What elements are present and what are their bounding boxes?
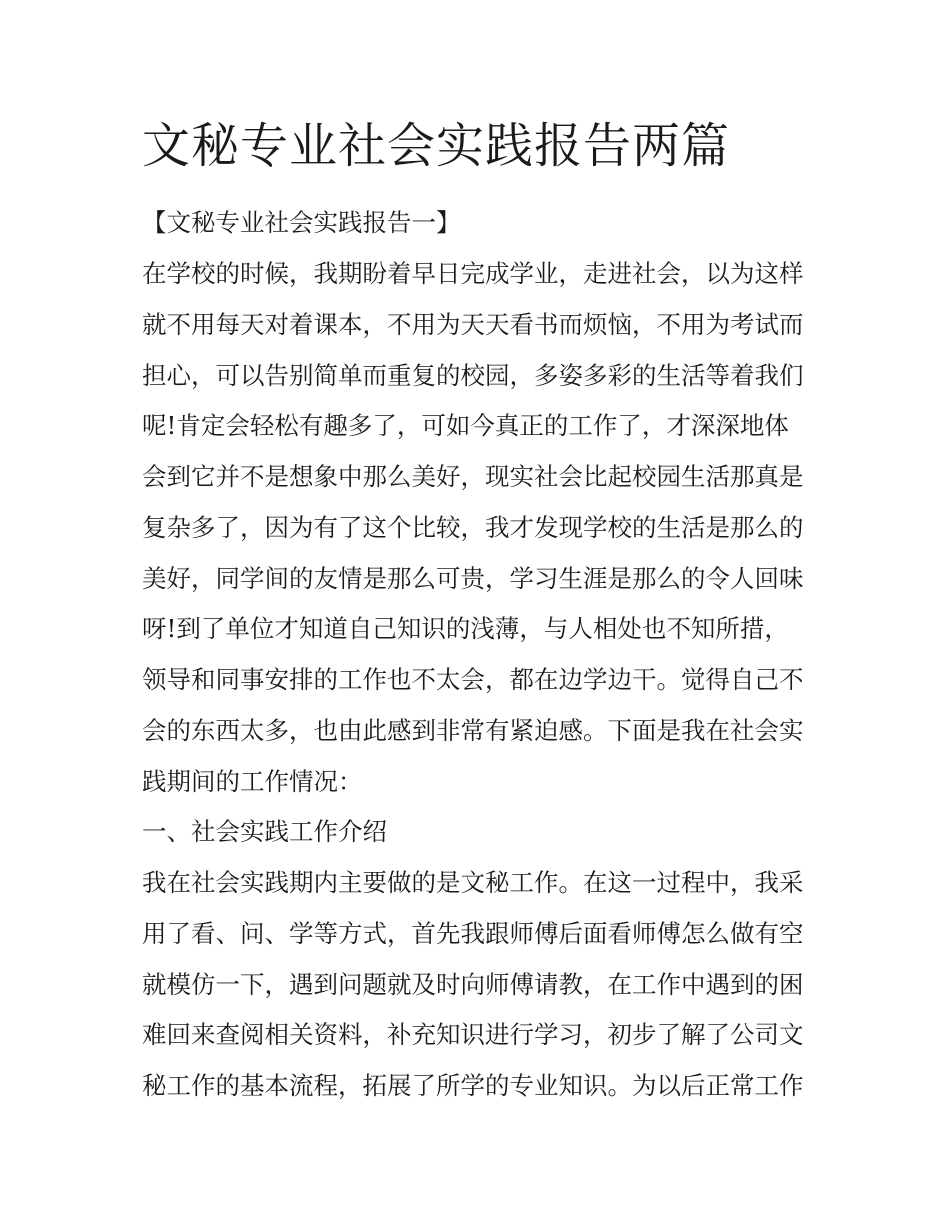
body-line-1: 在学校的时候，我期盼着早日完成学业，走进社会，以为这样 bbox=[142, 259, 804, 288]
body-line-17: 秘工作的基本流程，拓展了所学的专业知识。为以后正常工作 bbox=[142, 1071, 804, 1100]
body-line-8: 呀!到了单位才知道自己知识的浅薄，与人相处也不知所措， bbox=[142, 614, 789, 643]
body-line-10: 会的东西太多，也由此感到非常有紧迫感。下面是我在社会实 bbox=[142, 716, 804, 745]
body-line-5: 会到它并不是想象中那么美好，现实社会比起校园生活那真是 bbox=[142, 462, 804, 491]
section-heading-report-one: 【文秘专业社会实践报告一】 bbox=[142, 208, 461, 237]
body-line-3: 担心，可以告别简单而重复的校园，多姿多彩的生活等着我们 bbox=[142, 361, 804, 390]
body-line-14: 用了看、问、学等方式，首先我跟师傅后面看师傅怎么做有空 bbox=[142, 919, 804, 948]
body-line-16: 难回来查阅相关资料，补充知识进行学习，初步了解了公司文 bbox=[142, 1020, 804, 1049]
body-line-15: 就模仿一下，遇到问题就及时向师傅请教，在工作中遇到的困 bbox=[142, 970, 804, 999]
body-line-2: 就不用每天对着课本，不用为天天看书而烦恼，不用为考试而 bbox=[142, 310, 804, 339]
body-line-4: 呢!肯定会轻松有趣多了，可如今真正的工作了，才深深地体 bbox=[142, 411, 789, 440]
body-line-7: 美好，同学间的友情是那么可贵，学习生涯是那么的令人回味 bbox=[142, 564, 804, 593]
document-title: 文秘专业社会实践报告两篇 bbox=[142, 118, 731, 174]
body-line-13: 我在社会实践期内主要做的是文秘工作。在这一过程中，我采 bbox=[142, 868, 804, 897]
body-line-6: 复杂多了，因为有了这个比较，我才发现学校的生活是那么的 bbox=[142, 513, 804, 542]
body-line-9: 领导和同事安排的工作也不太会，都在边学边干。觉得自己不 bbox=[142, 665, 804, 694]
section-heading-1: 一、社会实践工作介绍 bbox=[142, 817, 387, 846]
body-line-11: 践期间的工作情况： bbox=[142, 767, 363, 796]
